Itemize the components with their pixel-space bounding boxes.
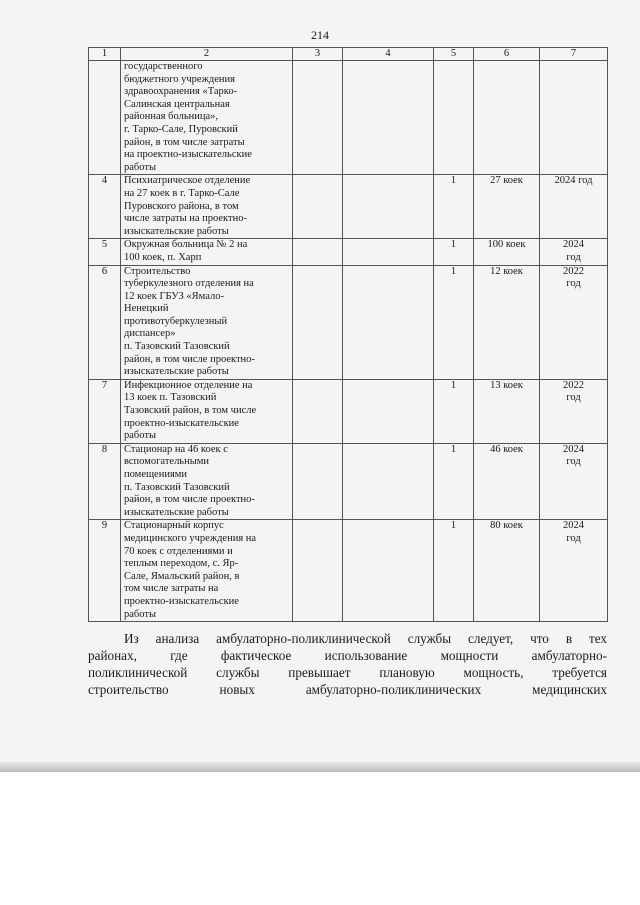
completion-year	[540, 61, 608, 175]
paragraph-line: районах, где фактическое использование мощности амбулаторно-	[88, 648, 607, 663]
paragraph-line: Из анализа амбулаторно-поликлинической службы следует, что в тех	[124, 631, 607, 646]
row-number	[89, 61, 121, 175]
cell-col-3	[293, 61, 343, 175]
facility-name-line: п. Тазовский Тазовский	[124, 341, 230, 353]
facility-name-line: Сале, Ямальский район, в	[124, 570, 240, 582]
facility-name	[121, 520, 293, 622]
facility-name-line: работы	[124, 608, 157, 620]
completion-year-line: 2022	[563, 265, 584, 277]
header-col-4: 4	[343, 48, 434, 61]
table-row	[89, 175, 608, 239]
row-number: 9	[89, 520, 121, 622]
facility-name-line: район, в том числе проектно-	[124, 353, 255, 365]
facility-name-line: Тазовский район, в том числе	[124, 405, 257, 417]
facility-name	[121, 175, 293, 239]
facility-name-line: район, в том числе затраты	[124, 136, 245, 148]
bed-capacity-line: 13 коек	[490, 379, 523, 391]
cell-col-4	[343, 175, 434, 239]
table-header-row	[89, 48, 608, 61]
header-col-1: 1	[89, 48, 121, 61]
facility-count	[434, 61, 474, 175]
facility-name-line: 100 коек, п. Харп	[124, 251, 202, 263]
facility-name-line: помещениями	[124, 469, 188, 480]
facility-count: 1	[434, 265, 474, 379]
facility-name-line: 12 коек ГБУЗ «Ямало-	[124, 290, 224, 302]
cell-col-4	[343, 61, 434, 175]
facility-name-line: на проектно-изыскательские	[124, 149, 252, 161]
facility-name-line: Инфекционное отделение на	[124, 379, 253, 391]
cell-col-3	[293, 239, 343, 265]
facility-name	[121, 379, 293, 443]
completion-year	[540, 265, 608, 379]
paragraph-line: строительство новых амбулаторно-поликлинических медицинских	[88, 682, 607, 697]
facility-name-line: Ненецкий	[124, 303, 169, 315]
completion-year-line: 2022	[563, 379, 584, 391]
facility-name-line: туберкулезного отделения на	[124, 278, 254, 290]
facility-name-line: изыскательские работы	[124, 225, 229, 237]
bed-capacity	[474, 379, 540, 443]
completion-year	[540, 175, 608, 239]
facility-name-line: проектно-изыскательские	[124, 417, 239, 429]
facility-name-line: здравоохранения «Тарко-	[124, 86, 238, 98]
cell-col-3	[293, 379, 343, 443]
completion-year-line: год	[566, 251, 581, 263]
body-paragraph	[88, 630, 607, 698]
cell-col-4	[343, 379, 434, 443]
cell-col-3	[293, 175, 343, 239]
facility-name-line: диспансер»	[124, 328, 176, 340]
table-row	[89, 265, 608, 379]
row-number: 5	[89, 239, 121, 265]
facility-name	[121, 61, 293, 175]
header-col-6: 6	[474, 48, 540, 61]
facility-name-line: 70 коек с отделениями и	[124, 545, 233, 557]
completion-year	[540, 520, 608, 622]
cell-col-3	[293, 520, 343, 622]
page-number: 214	[311, 28, 329, 42]
facility-count: 1	[434, 379, 474, 443]
cell-col-4	[343, 520, 434, 622]
facility-count: 1	[434, 443, 474, 520]
cell-col-3	[293, 265, 343, 379]
bed-capacity	[474, 61, 540, 175]
bed-capacity-line: 80 коек	[490, 520, 523, 532]
header-col-2: 2	[121, 48, 293, 61]
facility-name	[121, 443, 293, 520]
completion-year-line: 2024	[563, 520, 584, 532]
bed-capacity-line: 27 коек	[490, 175, 523, 187]
facility-count: 1	[434, 239, 474, 265]
facility-name-line: том числе затраты на	[124, 583, 219, 595]
cell-col-4	[343, 265, 434, 379]
facilities-table	[88, 47, 608, 622]
facility-name-line: изыскательские работы	[124, 366, 229, 378]
bed-capacity-line: 46 коек	[490, 443, 523, 455]
facility-name-line: 13 коек п. Тазовский	[124, 392, 217, 404]
facility-name-line: работы	[124, 161, 157, 173]
cell-col-4	[343, 443, 434, 520]
facility-name-line: п. Тазовский Тазовский	[124, 481, 230, 493]
facility-name-line: числе затраты на проектно-	[124, 213, 247, 225]
facility-name-line: на 27 коек в г. Тарко-Сале	[124, 187, 240, 199]
header-col-5: 5	[434, 48, 474, 61]
facility-count: 1	[434, 175, 474, 239]
facility-name-line: государственного	[124, 61, 203, 72]
row-number: 7	[89, 379, 121, 443]
bed-capacity-line: 12 коек	[490, 265, 523, 277]
bed-capacity	[474, 265, 540, 379]
row-number: 4	[89, 175, 121, 239]
table-row	[89, 443, 608, 520]
cell-col-3	[293, 443, 343, 520]
row-number: 8	[89, 443, 121, 520]
bed-capacity	[474, 520, 540, 622]
completion-year	[540, 239, 608, 265]
scan-bottom-edge	[0, 762, 640, 772]
header-col-7: 7	[540, 48, 608, 61]
completion-year-line: год	[566, 456, 581, 468]
facility-name-line: Строительство	[124, 265, 191, 277]
facility-name-line: проектно-изыскательские	[124, 595, 239, 607]
facility-name-line: противотуберкулезный	[124, 315, 228, 327]
facility-name	[121, 265, 293, 379]
facility-name-line: район, в том числе проектно-	[124, 494, 255, 506]
bed-capacity	[474, 175, 540, 239]
facility-name-line: г. Тарко-Сале, Пуровский	[124, 123, 238, 135]
facility-name-line: медицинского учреждения на	[124, 532, 257, 544]
table-row	[89, 61, 608, 175]
completion-year-line: год	[566, 278, 581, 290]
facility-name-line: Салинская центральная	[124, 98, 230, 110]
completion-year-line: 2024	[563, 443, 584, 455]
facility-name-line: Пуровского района, в том	[124, 200, 239, 212]
facility-name-line: теплым переходом, с. Яр-	[124, 558, 239, 570]
completion-year	[540, 379, 608, 443]
cell-col-4	[343, 239, 434, 265]
paragraph-line: поликлинической службы превышает плановую мощность, требуется	[88, 665, 607, 680]
facility-name-line: бюджетного учреждения	[124, 73, 235, 85]
table-row	[89, 520, 608, 622]
header-col-3: 3	[293, 48, 343, 61]
facility-name-line: работы	[124, 430, 157, 442]
completion-year-line: 2024 год	[554, 175, 593, 187]
table-row	[89, 239, 608, 265]
facility-name-line: вспомогательными	[124, 456, 210, 468]
completion-year-line: 2024	[563, 239, 584, 251]
facility-name-line: изыскательские работы	[124, 506, 229, 518]
facility-name-line: Окружная больница № 2 на	[124, 239, 248, 251]
facility-count: 1	[434, 520, 474, 622]
facility-name-line: Стационарный корпус	[124, 520, 224, 532]
row-number: 6	[89, 265, 121, 379]
facility-name-line: Психиатрическое отделение	[124, 175, 251, 187]
bed-capacity-line: 100 коек	[487, 239, 526, 251]
facility-name-line: районная больница»,	[124, 111, 219, 123]
bed-capacity	[474, 239, 540, 265]
facility-name	[121, 239, 293, 265]
table-row	[89, 379, 608, 443]
completion-year-line: год	[566, 532, 581, 544]
facility-name-line: Стационар на 46 коек с	[124, 443, 228, 455]
completion-year-line: год	[566, 392, 581, 404]
bed-capacity	[474, 443, 540, 520]
completion-year	[540, 443, 608, 520]
